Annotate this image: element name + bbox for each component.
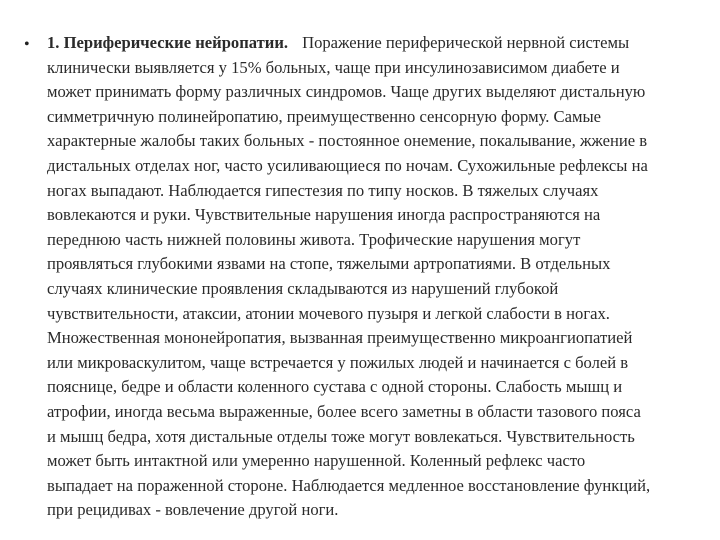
paragraph-line-text: Поражение периферической нервной системы [302, 33, 630, 52]
paragraph-line: характерные жалобы таких больных - постоянное онемение, покалывание, жжение в [47, 131, 648, 151]
paragraph-line: Множественная мононейропатия, вызванная преимущественно микроангиопатией [47, 328, 633, 348]
paragraph-line: атрофии, иногда весьма выраженные, более всего заметны в области тазового пояса [47, 401, 641, 421]
paragraph-line: пояснице, бедре и области коленного сустава с одной стороны. Слабость мышц и [47, 377, 623, 397]
paragraph-line: при рецидивах - вовлечение другой ноги. [47, 500, 339, 520]
paragraph-line: симметричную полинейропатию, преимущественно сенсорную форму. Самые [47, 106, 601, 126]
paragraph-line: может быть интактной или умеренно нарушенной. Коленный рефлекс часто [47, 451, 586, 471]
paragraph-line: выпадает на пораженной стороне. Наблюдается медленное восстановление функций, [47, 475, 651, 495]
bullet-icon: • [24, 36, 30, 53]
paragraph-line: чувствительности, атаксии, атонии мочевого пузыря и легкой слабости в ногах. [47, 303, 610, 323]
paragraph-line [47, 31, 714, 56]
paragraph-line: может принимать форму различных синдромов. Чаще других выделяют дистальную [47, 82, 646, 102]
paragraph-line: дистальных отделах ног, часто усиливающиеся по ночам. Сухожильные рефлексы на [47, 155, 648, 175]
paragraph-line: ногах выпадают. Наблюдается гипестезия по типу носков. В тяжелых случаях [47, 180, 599, 200]
paragraph-line: случаях клинические проявления складываются из нарушений глубокой [47, 278, 559, 298]
paragraph-line: проявляться глубокими язвами на стопе, тяжелыми артропатиями. В отдельных [47, 254, 611, 274]
paragraph-line: переднюю часть нижней половины живота. Трофические нарушения могут [47, 229, 581, 249]
paragraph-line: вовлекаются и руки. Чувствительные нарушения иногда распространяются на [47, 205, 601, 225]
bullet-item [24, 31, 714, 523]
paragraph-line: и мышц бедра, хотя дистальные отделы тоже могут вовлекаться. Чувствительность [47, 426, 635, 446]
paragraph-line: или микроваскулитом, чаще встречается у пожилых людей и начинается с болей в [47, 352, 629, 372]
paragraph [47, 31, 714, 523]
paragraph-line: клинически выявляется у 15% больных, чаще при инсулинозависимом диабете и [47, 57, 620, 77]
paragraph-heading: 1. Периферические нейропатии. [47, 33, 289, 52]
